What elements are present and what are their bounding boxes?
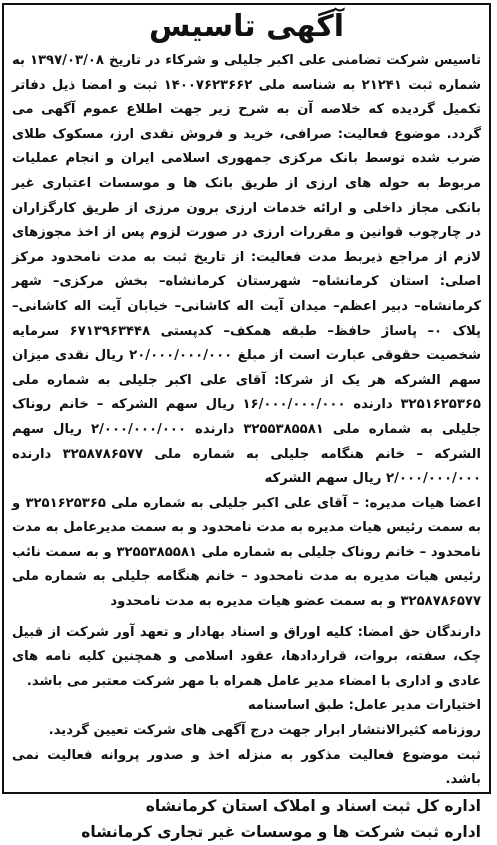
footer-office-line-2: اداره ثبت شرکت ها و موسسات غیر تجاری کرمانشاه: [81, 822, 481, 841]
paragraph-ceo-authority: اختیارات مدیر عامل: طبق اساسنامه: [247, 698, 481, 714]
footer-office-line-1: اداره کل ثبت اسناد و املاک استان کرمانشاه: [145, 796, 481, 815]
paragraph-establishment: تاسیس شرکت تضامنی علی اکبر جلیلی و شرکاء در تاریخ ۱۳۹۷/۰۳/۰۸ به شماره ثبت ۲۱۲۴۱ به شناسه ملی ۱۴۰۰۷۶۲۳۶۶۲ ثبت و امضا ذیل دفاتر تکمیل گردیده که خلاصه آن به شرح زیر جهت اطلاع عموم آگهی می گردد. موضوع فعالیت: صرافی، خرید و فروش نقدی ارز، مسکوک طلای ضرب شده توسط بانک مرکزی جمهوری اسلامی ایران و انجام عملیات مربوط به حوله های ارزی از طریق بانک ها و موسسات اعتباری غیر بانکی مجاز داخلی و ارائه خدمات ارزی برون مرزی از طریق کارگزاران در چارچوب قوانین و مقررات ارزی در صورت لزوم پس از اخذ مجوزهای لازم از مراجع ذیربط مدت فعالیت: از تاریخ ثبت به مدت نامحدود مرکز اصلی: استان کرمانشاه– شهرستان کرمانشاه– بخش مرکزی– شهر کرمانشاه– دبیر اعظم– میدان آیت اله کاشانی– خیابان آیت اله کاشانی– پلاک ۰– پاساژ حافظ– طبقه همکف– کدپستی ۶۷۱۳۹۶۳۴۴۸ سرمایه شخصیت حقوقی عبارت است از مبلغ ۲۰/۰۰۰/۰۰۰/۰۰۰ ریال نقدی میزان سهم الشرکه هر یک از شرکا: آقای علی اکبر جلیلی به شماره ملی ۳۲۵۱۶۲۵۳۶۵ دارنده ۱۶/۰۰۰/۰۰۰/۰۰۰ ریال سهم الشرکه – خانم روناک جلیلی به شماره ملی ۳۲۵۵۳۸۵۵۸۱ دارنده ۲/۰۰۰/۰۰۰/۰۰۰ ریال سهم الشرکه – خانم هنگامه جلیلی به شماره ملی ۳۲۵۸۷۸۶۵۷۷ دارنده ۲/۰۰۰/۰۰۰/۰۰۰ ریال سهم الشرکه: [12, 53, 481, 487]
paragraph-signatories: دارندگان حق امضا: کلیه اوراق و اسناد بهادار و تعهد آور شرکت از قبیل چک، سفته، بروات، قراردادها، عقود اسلامی و همچنین کلیه نامه های عادی و اداری با امضاء مدیر عامل همراه با مهر شرکت معتبر می باشد.: [12, 624, 481, 689]
notice-box: [2, 3, 491, 841]
notice-footer: [4, 793, 489, 845]
paragraph-newspaper: روزنامه کثیرالانتشار ابرار جهت درج آگهی های شرکت تعیین گردید.: [48, 723, 481, 739]
paragraph-disclaimer: ثبت موضوع فعالیت مذکور به منزله اخذ و صدور پروانه فعالیت نمی باشد.: [12, 747, 481, 788]
notice-title: آگهی تاسیس: [148, 9, 344, 44]
paragraph-board-members: اعضا هیات مدیره: – آقای علی اکبر جلیلی به شماره ملی ۳۲۵۱۶۲۵۳۶۵ و به سمت رئیس هیات مدیره به مدت نامحدود و به سمت مدیرعامل به مدت نامحدود – خانم روناک جلیلی به شماره ملی ۳۲۵۵۳۸۵۵۸۱ و به سمت نائب رئیس هیات مدیره به مدت نامحدود – خانم هنگامه جلیلی به شماره ملی ۳۲۵۸۷۸۶۵۷۷ و به سمت عضو هیات مدیره به مدت نامحدود: [12, 495, 481, 610]
notice-body: [4, 49, 489, 793]
